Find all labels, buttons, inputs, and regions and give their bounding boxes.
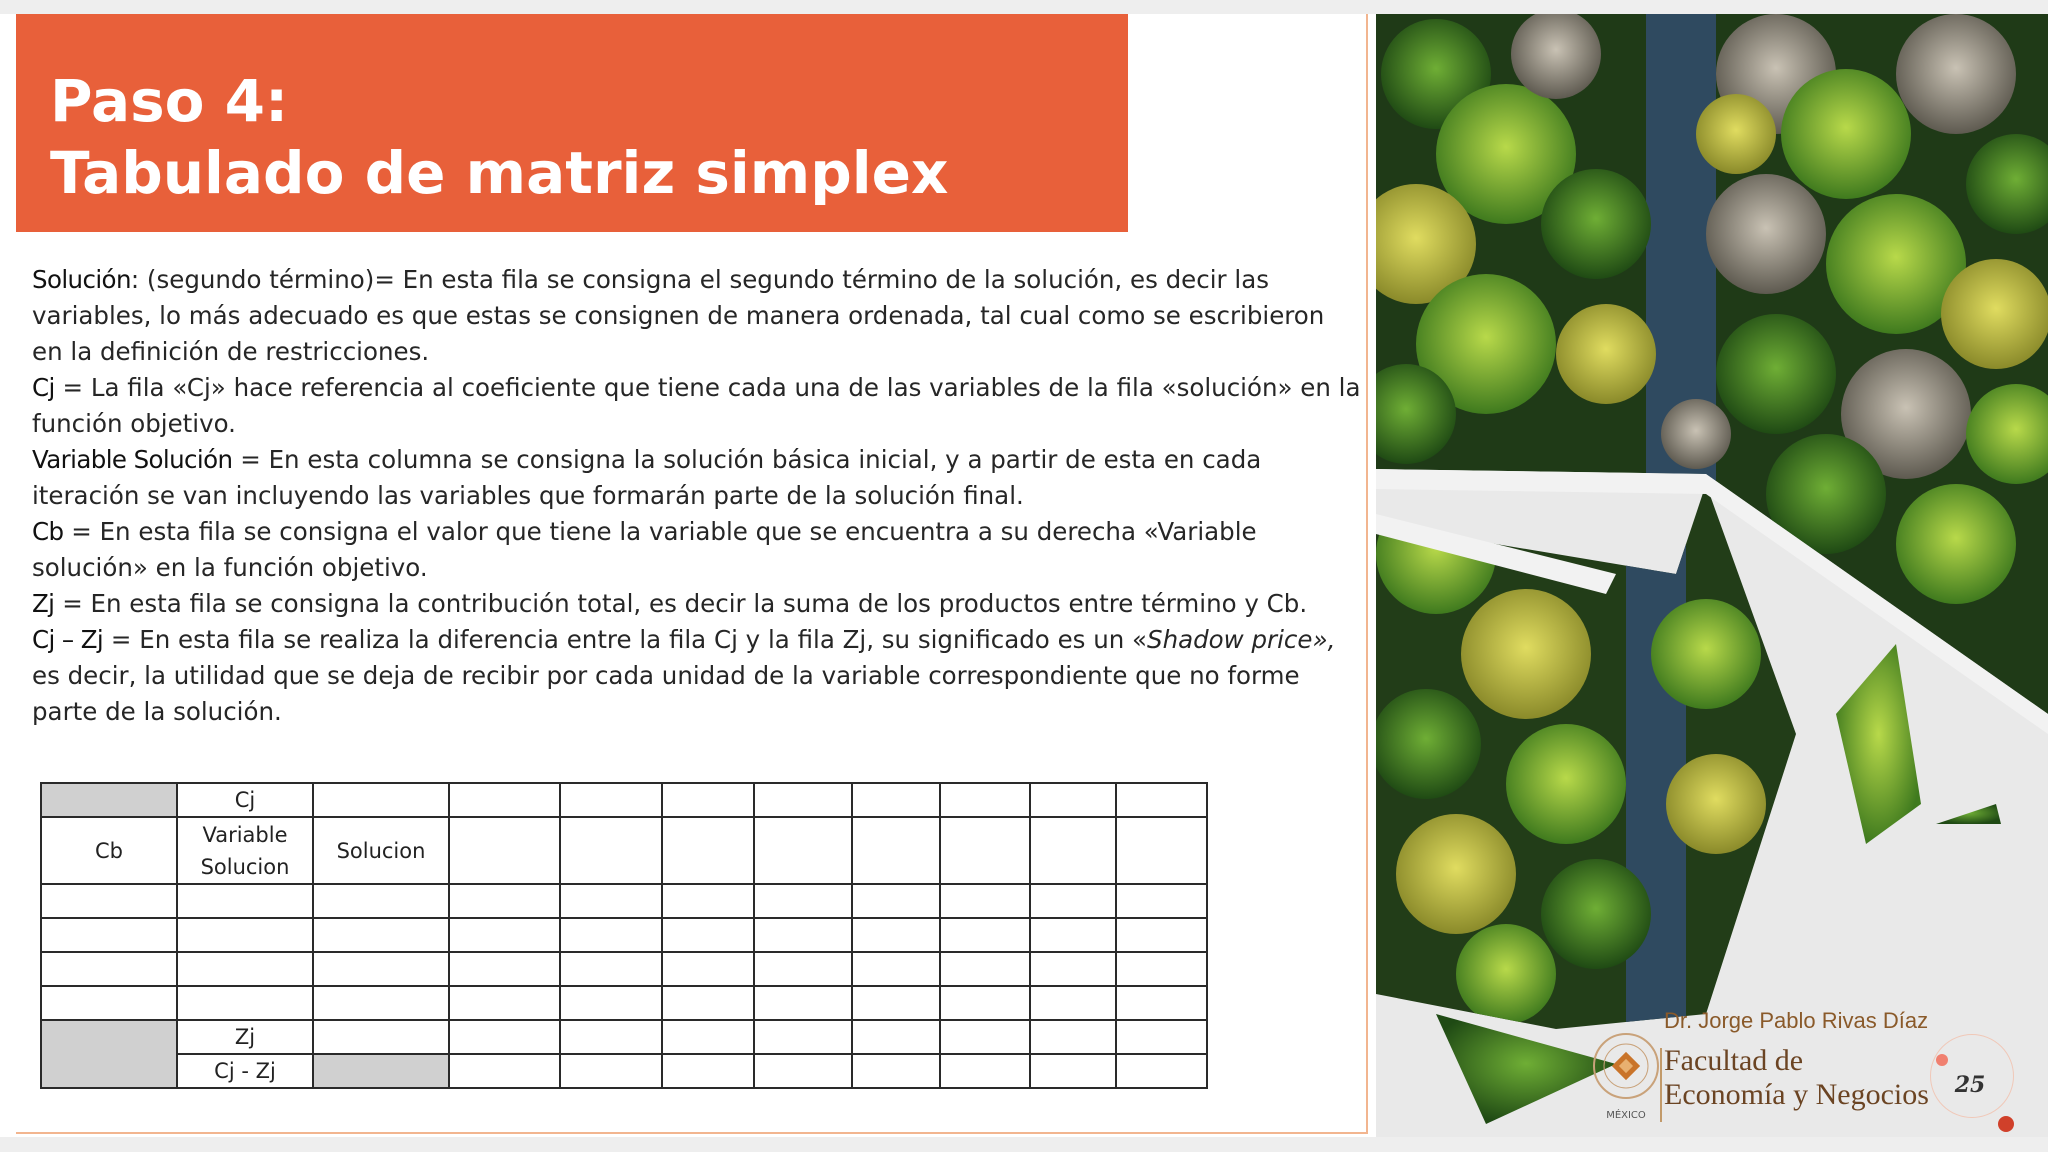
table-cell <box>449 884 560 918</box>
term-label: Cj – Zj <box>32 625 104 654</box>
table-cell <box>41 918 177 952</box>
table-cell <box>41 952 177 986</box>
table-cell <box>754 817 852 884</box>
shadow-price-italic: Shadow price», <box>1147 625 1336 654</box>
table-cell <box>852 1054 940 1088</box>
decorative-dot <box>1936 1054 1948 1066</box>
table-cell <box>940 783 1030 817</box>
table-cell <box>754 952 852 986</box>
term-definition: = En esta fila se realiza la diferencia entre la fila Cj y la fila Zj, su significado es un « <box>103 625 1148 654</box>
term-label: Variable Solución <box>32 445 233 474</box>
table-cell <box>1030 884 1116 918</box>
table-cell <box>940 1054 1030 1088</box>
slide <box>0 14 2048 1137</box>
faculty-name-line1: Facultad de <box>1664 1044 1804 1077</box>
table-cell <box>313 1054 449 1088</box>
table-cell <box>449 918 560 952</box>
paragraph-cj-zj <box>32 622 1362 730</box>
table-cell <box>754 884 852 918</box>
table-cell <box>1030 1054 1116 1088</box>
slide-title-line-2: Tabulado de matriz simplex <box>50 139 949 207</box>
table-cell <box>177 918 313 952</box>
table-cell <box>754 986 852 1020</box>
table-cell <box>1116 1020 1207 1054</box>
paragraph-zj <box>32 586 1362 622</box>
cj-header: Cj <box>234 788 256 812</box>
svg-text:MÉXICO: MÉXICO <box>1606 1110 1646 1121</box>
table-cell <box>41 884 177 918</box>
table-row <box>41 817 1207 884</box>
table-cell <box>1030 952 1116 986</box>
table-cell <box>313 918 449 952</box>
table-cell <box>940 952 1030 986</box>
faculty-name <box>1664 1044 1929 1112</box>
table-row <box>41 986 1207 1020</box>
table-cell <box>940 884 1030 918</box>
table-cell <box>852 783 940 817</box>
term-label: Solución <box>32 265 131 294</box>
table-cell <box>852 952 940 986</box>
table-cell <box>1116 1054 1207 1088</box>
paragraph-cb <box>32 514 1362 586</box>
table-cell <box>177 884 313 918</box>
table-cell <box>313 986 449 1020</box>
table-cell <box>1030 986 1116 1020</box>
table-cell <box>1116 918 1207 952</box>
title-banner <box>16 14 1128 232</box>
term-label: Cj <box>32 373 55 402</box>
table-cell <box>1116 817 1207 884</box>
term-definition: = En esta fila se consigna el valor que tiene la variable que se encuentra a su derecha «Variable solución» en la función objetivo. <box>32 517 1257 582</box>
table-cell <box>177 783 313 817</box>
table-cell <box>1116 783 1207 817</box>
table-cell <box>41 783 177 817</box>
forest-aerial-photo <box>1376 14 2048 1137</box>
solucion-header: Solucion <box>336 838 426 863</box>
table-cell <box>662 884 754 918</box>
cb-header: Cb <box>95 838 123 863</box>
table-cell <box>177 1054 313 1088</box>
variable-solucion-header-line1: Variable <box>202 822 288 847</box>
term-definition: : (segundo término)= En esta fila se consigna el segundo término de la solución, es decir las variables, lo más adecuado es que estas se consignen de manera ordenada, tal cual como se escribieron en la definición de restricciones. <box>32 265 1325 366</box>
cj-zj-row-label: Cj - Zj <box>214 1059 276 1083</box>
table-cell <box>1030 817 1116 884</box>
table-cell <box>560 783 662 817</box>
table-cell <box>449 817 560 884</box>
zj-row-label: Zj <box>234 1025 256 1049</box>
table-cell <box>313 952 449 986</box>
paragraph-solucion <box>32 262 1362 370</box>
table-cell <box>177 817 313 884</box>
table-row <box>41 1054 1207 1088</box>
table-cell <box>1116 884 1207 918</box>
table-row <box>41 1020 1207 1054</box>
table-cell <box>754 783 852 817</box>
table-cell <box>449 783 560 817</box>
slide-title-line-1: Paso 4: <box>50 67 289 135</box>
table-cell <box>852 986 940 1020</box>
simplex-table <box>40 782 1208 1089</box>
table-cell <box>41 1020 177 1088</box>
table-cell <box>449 1054 560 1088</box>
table-cell <box>41 817 177 884</box>
table-row <box>41 884 1207 918</box>
term-label: Cb <box>32 517 64 546</box>
table-row <box>41 783 1207 817</box>
term-definition-tail: es decir, la utilidad que se deja de recibir por cada unidad de la variable correspondiente que no forme parte de la solución. <box>32 661 1300 726</box>
table-cell <box>560 1054 662 1088</box>
table-cell <box>662 1020 754 1054</box>
table-cell <box>560 918 662 952</box>
table-cell <box>1116 986 1207 1020</box>
table-cell <box>754 1054 852 1088</box>
table-cell <box>662 952 754 986</box>
term-label: Zj <box>32 589 55 618</box>
table-cell <box>852 1020 940 1054</box>
table-cell <box>662 783 754 817</box>
table-cell <box>449 986 560 1020</box>
paragraph-cj <box>32 370 1362 442</box>
table-cell <box>940 918 1030 952</box>
table-cell <box>177 1020 313 1054</box>
table-row <box>41 952 1207 986</box>
table-cell <box>177 952 313 986</box>
table-cell <box>449 1020 560 1054</box>
table-cell <box>449 952 560 986</box>
table-cell <box>313 884 449 918</box>
term-definition: = La fila «Cj» hace referencia al coeficiente que tiene cada una de las variables de la fila «solución» en la función objetivo. <box>32 373 1361 438</box>
term-definition: = En esta fila se consigna la contribución total, es decir la suma de los productos entre término y Cb. <box>54 589 1308 618</box>
table-cell <box>754 918 852 952</box>
table-cell <box>852 817 940 884</box>
table-cell <box>940 817 1030 884</box>
paragraph-variable-solucion <box>32 442 1362 514</box>
author-name: Dr. Jorge Pablo Rivas Díaz <box>1664 1008 1929 1033</box>
faculty-name-line2: Economía y Negocios <box>1664 1078 1929 1111</box>
faculty-divider <box>1660 1048 1662 1122</box>
table-cell <box>662 817 754 884</box>
table-cell <box>560 884 662 918</box>
table-cell <box>940 1020 1030 1054</box>
variable-solucion-header-line2: Solucion <box>200 854 290 879</box>
table-cell <box>852 918 940 952</box>
table-cell <box>41 986 177 1020</box>
table-cell <box>1030 918 1116 952</box>
table-cell <box>662 1054 754 1088</box>
university-seal <box>1590 1030 1662 1126</box>
table-cell <box>313 817 449 884</box>
table-cell <box>1030 1020 1116 1054</box>
table-cell <box>754 1020 852 1054</box>
table-row <box>41 918 1207 952</box>
table-cell <box>560 817 662 884</box>
table-cell <box>940 986 1030 1020</box>
table-cell <box>852 884 940 918</box>
decorative-dot <box>1998 1116 2014 1132</box>
table-cell <box>1116 952 1207 986</box>
table-cell <box>313 1020 449 1054</box>
table-cell <box>1030 783 1116 817</box>
table-cell <box>560 952 662 986</box>
table-cell <box>560 986 662 1020</box>
table-cell <box>662 918 754 952</box>
table-cell <box>560 1020 662 1054</box>
body-text <box>32 262 1362 730</box>
table-cell <box>662 986 754 1020</box>
table-cell <box>177 986 313 1020</box>
page-number: 25 <box>1954 1072 1986 1098</box>
term-definition: = En esta columna se consigna la solución básica inicial, y a partir de esta en cada iteración se van incluyendo las variables que formarán parte de la solución final. <box>32 445 1262 510</box>
table-cell <box>313 783 449 817</box>
